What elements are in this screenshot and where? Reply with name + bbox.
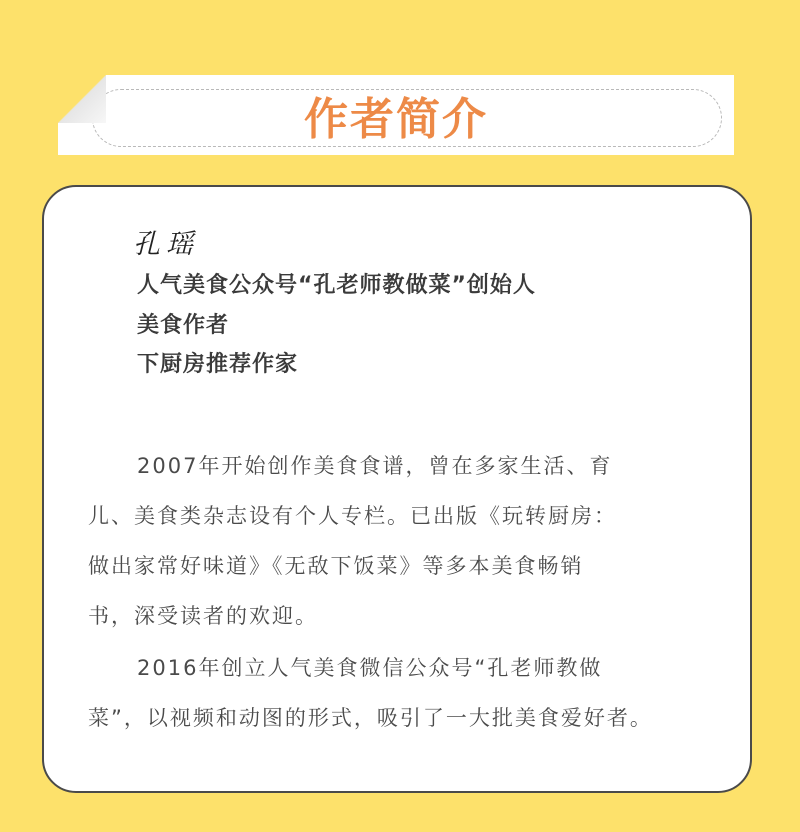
section-title: 作者简介	[304, 94, 488, 145]
author-role: 下厨房推荐作家	[137, 352, 299, 377]
bio-line: 2016年创立人气美食微信公众号“孔老师教做	[137, 656, 603, 680]
bio-line: 书，深受读者的欢迎。	[88, 604, 318, 628]
bio-line: 2007年开始创作美食食谱，曾在多家生活、育	[137, 454, 613, 478]
bio-line: 做出家常好味道》《无敌下饭菜》等多本美食畅销	[88, 554, 584, 578]
author-role: 美食作者	[137, 313, 230, 338]
author-role: 人气美食公众号“孔老师教做菜”创始人	[137, 273, 536, 298]
author-name: 孔瑶	[133, 229, 199, 260]
bio-line: 儿、美食类杂志设有个人专栏。已出版《玩转厨房：	[88, 504, 617, 528]
bio-line: 菜”，以视频和动图的形式，吸引了一大批美食爱好者。	[88, 706, 653, 730]
